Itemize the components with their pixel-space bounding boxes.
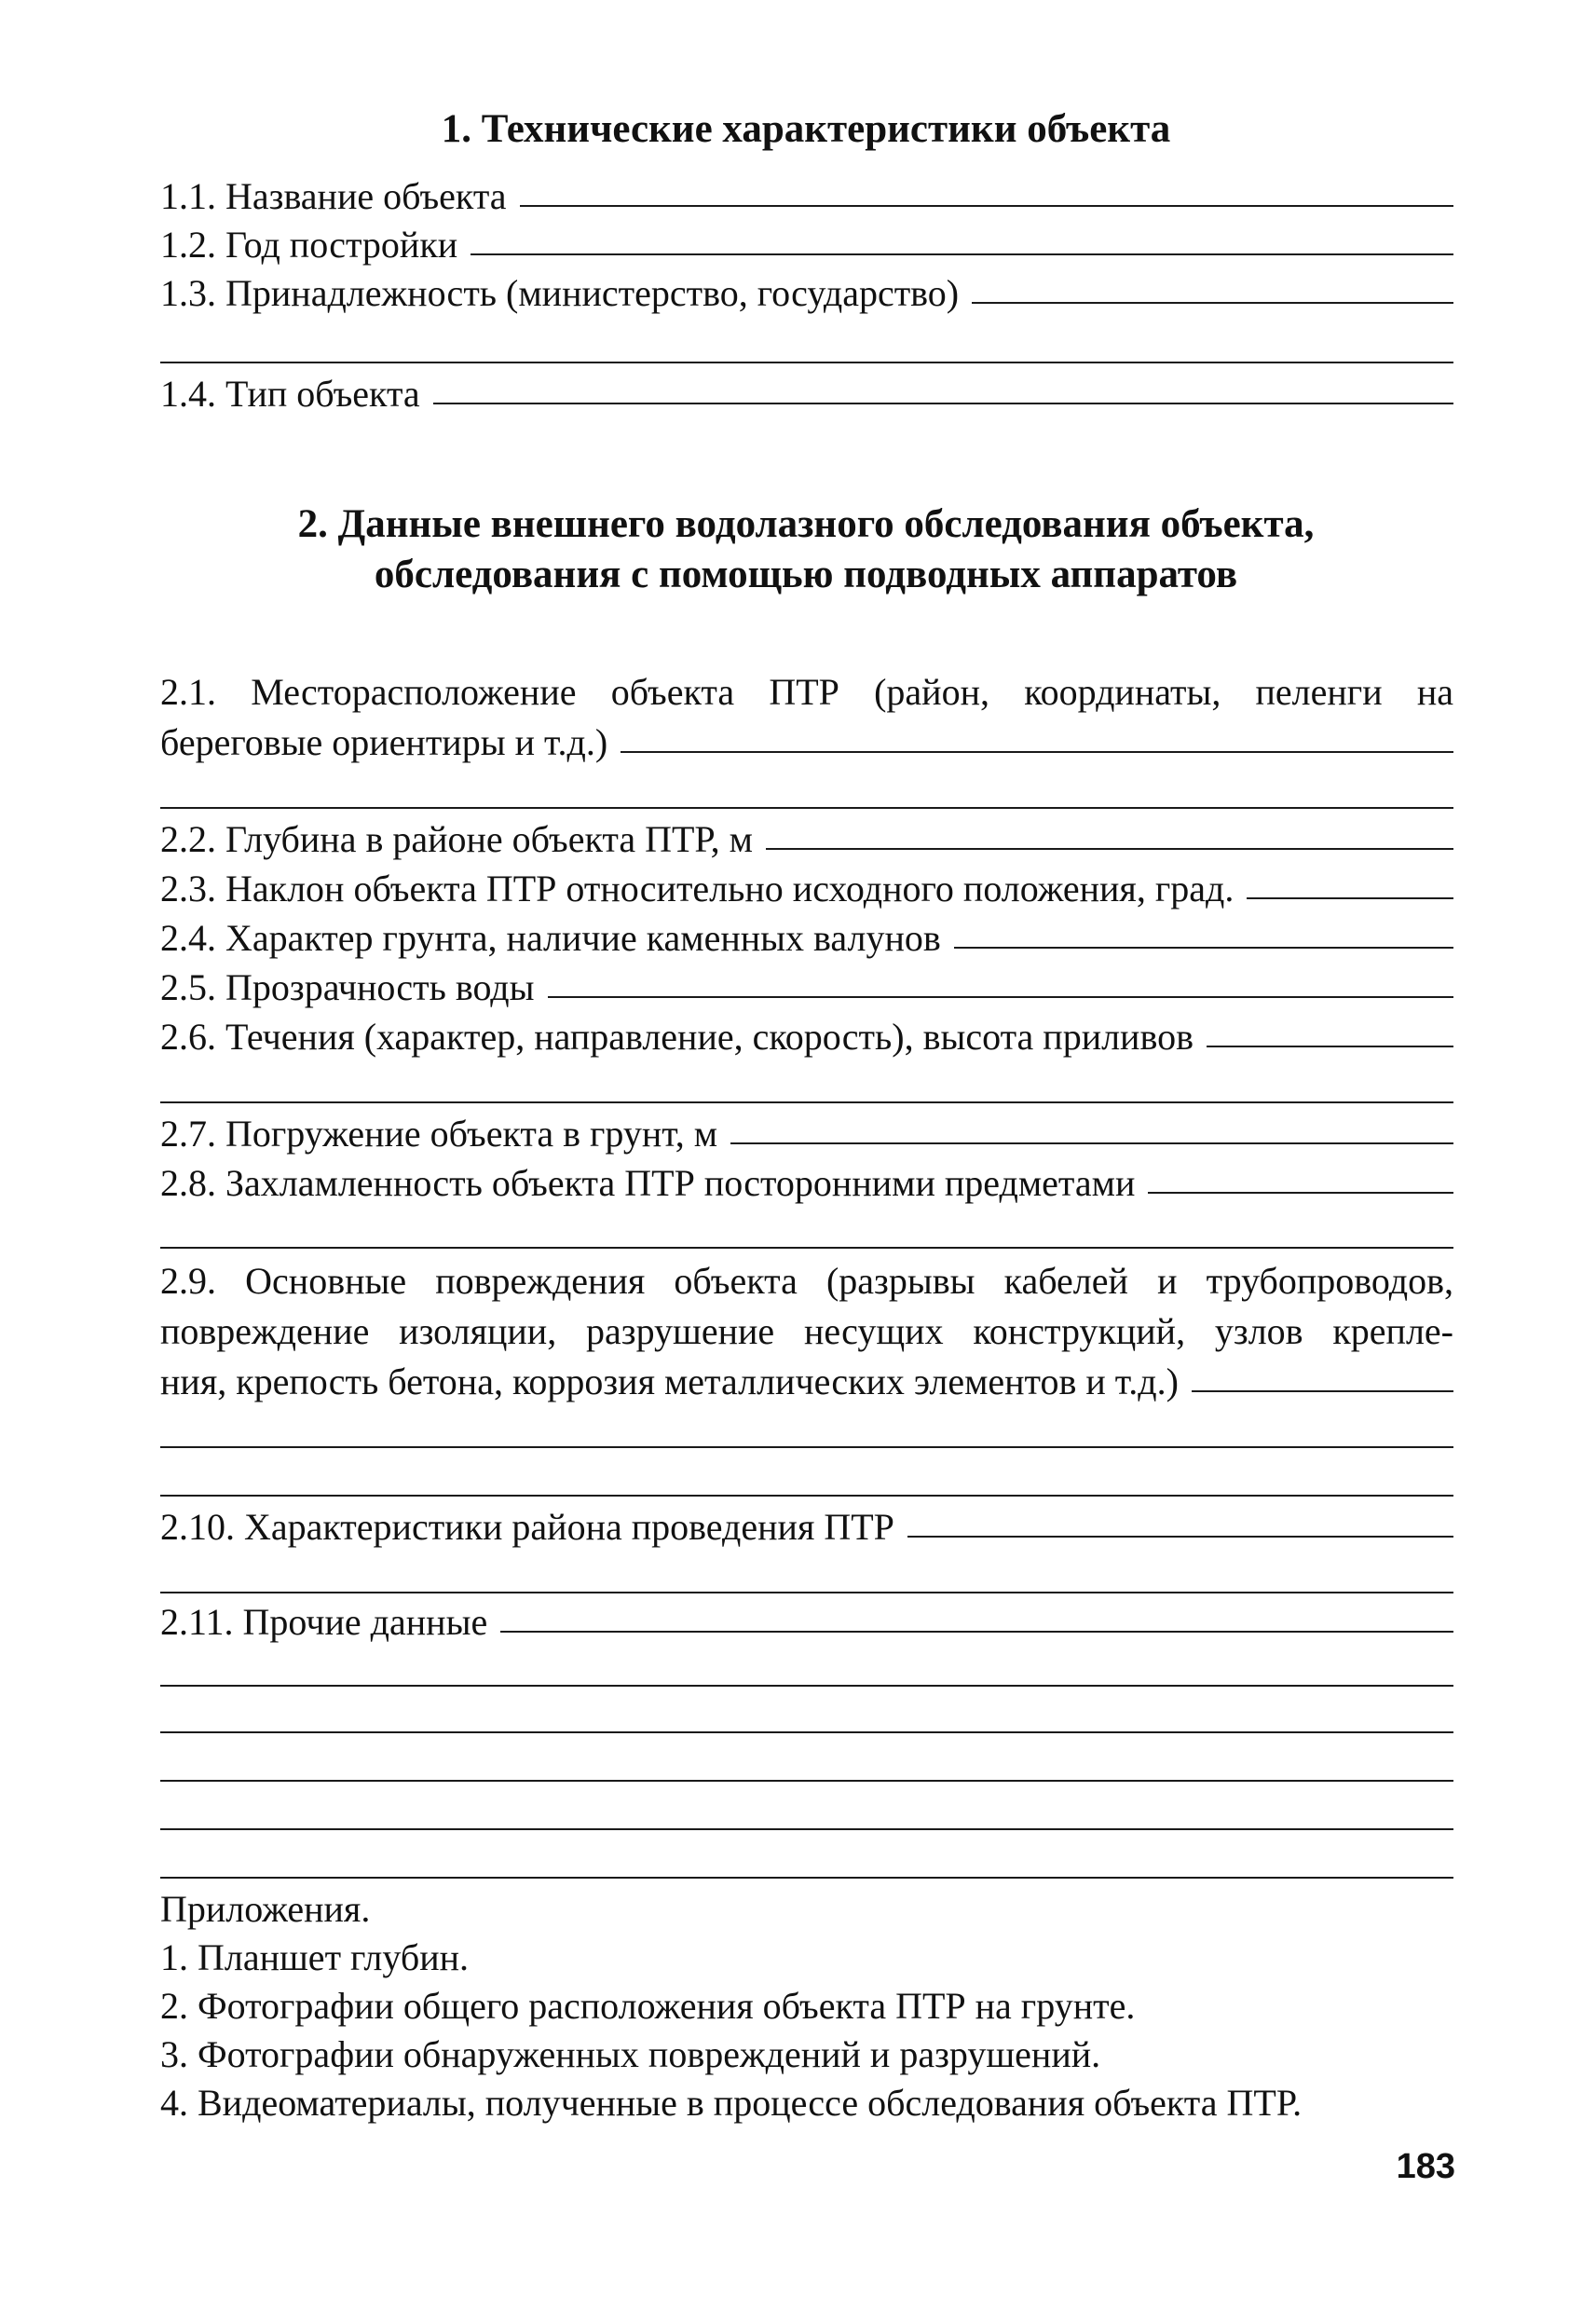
field-ownership (160, 270, 1453, 317)
field-label: 1.2. Год постройки (160, 224, 458, 266)
section-2-title-line-1: 2. Данные внешнего водолазного обследования объекта, (297, 502, 1315, 546)
fill-in-blank[interactable] (621, 751, 1453, 753)
fill-in-line[interactable] (160, 1685, 1453, 1687)
field-other-data (160, 1599, 1453, 1646)
field-label: 2.11. Прочие данные (160, 1601, 488, 1643)
field-damage-line-2: повреждение изоляции, разрушение несущих конструкций, узлов крепле- (160, 1310, 1453, 1352)
fill-in-line[interactable] (160, 1495, 1453, 1497)
fill-in-line[interactable] (160, 1446, 1453, 1448)
fill-in-line[interactable] (160, 1731, 1453, 1733)
fill-in-blank[interactable] (471, 253, 1453, 255)
fill-in-line[interactable] (160, 1592, 1453, 1593)
field-label: береговые ориентиры и т.д.) (160, 721, 608, 763)
field-location-line-1: 2.1. Месторасположение объекта ПТР (район, координаты, пеленги на (160, 671, 1453, 713)
field-label: 2.10. Характеристики района проведения ПТР (160, 1506, 894, 1548)
fill-in-line[interactable] (160, 807, 1453, 809)
field-currents (160, 1014, 1453, 1060)
fill-in-line[interactable] (160, 362, 1453, 363)
section-1-title: 1. Технические характеристики объекта (441, 107, 1171, 151)
field-area-characteristics (160, 1504, 1453, 1551)
field-label: 2.6. Течения (характер, направление, скорость), высота приливов (160, 1016, 1194, 1058)
field-object-name (160, 173, 1453, 220)
field-label: 2.2. Глубина в районе объекта ПТР, м (160, 818, 753, 860)
field-burial (160, 1111, 1453, 1157)
appendix-item: 4. Видеоматериалы, полученные в процессе обследования объекта ПТР. (160, 2082, 1303, 2124)
field-debris (160, 1160, 1453, 1207)
fill-in-blank[interactable] (730, 1142, 1453, 1144)
appendix-item: 1. Планшет глубин. (160, 1936, 470, 1978)
field-label: ния, крепость бетона, коррозия металлических элементов и т.д.) (160, 1361, 1179, 1402)
field-label: 2.7. Погружение объекта в грунт, м (160, 1113, 718, 1155)
fill-in-blank[interactable] (548, 996, 1453, 998)
fill-in-line[interactable] (160, 1101, 1453, 1103)
fill-in-line[interactable] (160, 1877, 1453, 1879)
field-label: 2.8. Захламленность объекта ПТР посторонними предметами (160, 1162, 1136, 1204)
field-label: 2.3. Наклон объекта ПТР относительно исходного положения, град. (160, 868, 1235, 909)
fill-in-blank[interactable] (1247, 897, 1453, 899)
field-label: 2.4. Характер грунта, наличие каменных валунов (160, 917, 941, 959)
fill-in-blank[interactable] (500, 1631, 1453, 1633)
field-build-year (160, 222, 1453, 268)
field-label: 1.4. Тип объекта (160, 373, 420, 415)
fill-in-blank[interactable] (433, 403, 1453, 404)
fill-in-line[interactable] (160, 1247, 1453, 1249)
fill-in-blank[interactable] (907, 1536, 1453, 1538)
page-number: 183 (1396, 2147, 1455, 2186)
fill-in-blank[interactable] (954, 947, 1453, 949)
fill-in-blank[interactable] (1148, 1192, 1453, 1194)
field-soil (160, 915, 1453, 962)
field-label: 1.3. Принадлежность (министерство, государство) (160, 272, 960, 314)
fill-in-blank[interactable] (1207, 1046, 1453, 1047)
field-damage (160, 1359, 1453, 1405)
fill-in-line[interactable] (160, 1780, 1453, 1782)
appendix-title: Приложения. (160, 1888, 371, 1930)
fill-in-blank[interactable] (520, 205, 1453, 207)
fill-in-blank[interactable] (1192, 1390, 1453, 1392)
fill-in-line[interactable] (160, 1828, 1453, 1830)
fill-in-blank[interactable] (766, 848, 1453, 850)
section-2-title-line-2: обследования с помощью подводных аппаратов (374, 553, 1238, 596)
fill-in-blank[interactable] (972, 302, 1453, 304)
field-tilt (160, 866, 1453, 912)
field-label: 1.1. Название объекта (160, 175, 507, 217)
field-damage-line-1: 2.9. Основные повреждения объекта (разрывы кабелей и трубопроводов, (160, 1260, 1453, 1302)
appendix-item: 2. Фотографии общего расположения объекта ПТР на грунте. (160, 1985, 1136, 2027)
field-water-clarity (160, 964, 1453, 1011)
field-object-type (160, 371, 1453, 417)
field-label: 2.5. Прозрачность воды (160, 966, 535, 1008)
field-depth (160, 816, 1453, 863)
field-location (160, 719, 1453, 766)
appendix-item: 3. Фотографии обнаруженных повреждений и разрушений. (160, 2033, 1101, 2075)
